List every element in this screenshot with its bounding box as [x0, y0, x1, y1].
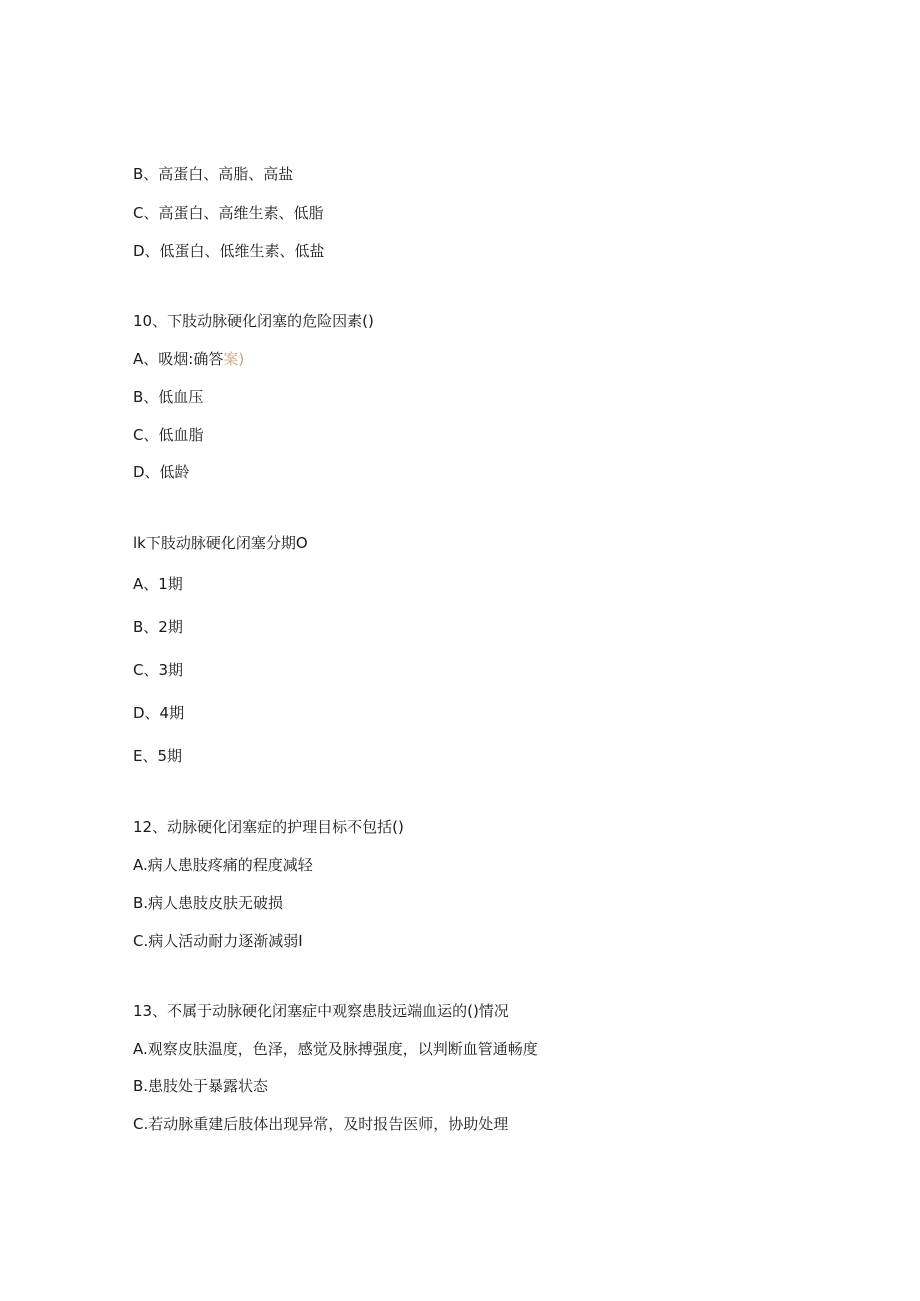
q11-question: lk下肢动脉硬化闭塞分期O: [133, 534, 308, 552]
q10-option-a-text: A、吸烟:确答: [133, 350, 224, 368]
q9-option-c: C、高蛋白、高维生素、低脂: [133, 204, 324, 222]
q11-option-c: C、3期: [133, 661, 184, 679]
q11-option-e: E、5期: [133, 747, 183, 765]
q10-option-a: [133, 349, 244, 369]
q9-option-d: D、低蛋白、低维生素、低盐: [133, 242, 325, 260]
q11-option-a: A、1期: [133, 575, 183, 593]
q9-option-b: B、高蛋白、高脂、高盐: [133, 165, 294, 183]
q13-option-a: A.观察皮肤温度，色泽，感觉及脉搏强度，以判断血管通畅度: [133, 1040, 538, 1058]
q11-option-d: D、4期: [133, 704, 185, 722]
q13-option-b: B.患肢处于暴露状态: [133, 1077, 269, 1095]
q12-option-b: B.病人患肢皮肤无破损: [133, 894, 284, 912]
q11-option-b: B、2期: [133, 618, 183, 636]
q10-option-c: C、低血脂: [133, 426, 204, 444]
q12-option-a: A.病人患肢疼痛的程度减轻: [133, 856, 313, 874]
q10-question: 10、下肢动脉硬化闭塞的危险因素(): [133, 312, 374, 330]
q13-question: 13、不属于动脉硬化闭塞症中观察患肢远端血运的()情况: [133, 1002, 509, 1020]
q13-option-c: C.若动脉重建后肢体出现异常，及时报告医师，协助处理: [133, 1115, 509, 1133]
q10-option-b: B、低血压: [133, 388, 204, 406]
q10-option-d: D、低龄: [133, 463, 190, 481]
q12-question: 12、动脉硬化闭塞症的护理目标不包括(): [133, 818, 404, 836]
q10-answer-tag: 案): [223, 350, 245, 368]
q12-option-c: C.病人活动耐力逐渐减弱I: [133, 932, 303, 950]
